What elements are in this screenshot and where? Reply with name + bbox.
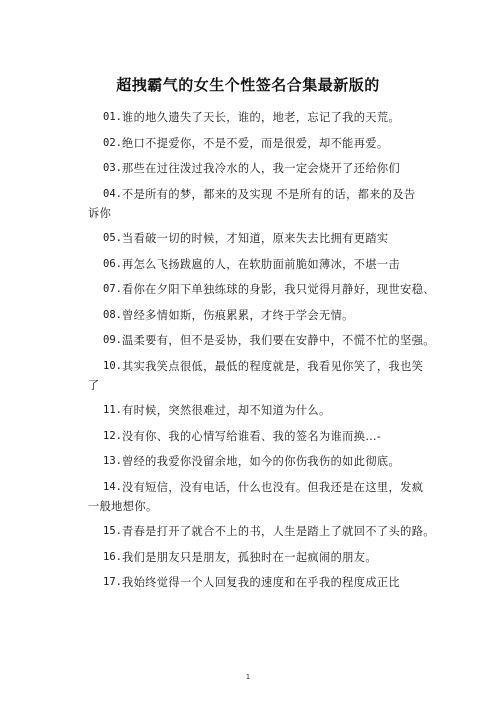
item-text: 曾经的我爱你没留余地，如今的你伤我伤的如此彻底。 bbox=[122, 455, 401, 468]
list-item bbox=[0, 452, 496, 471]
list-item bbox=[0, 331, 496, 350]
item-text: 看你在夕阳下单独练球的身影，我只觉得月静好，现世安稳、 bbox=[122, 283, 435, 296]
item-number: 01. bbox=[103, 111, 122, 123]
item-text: 当看破一切的时候，才知道，原来失去比拥有更踏实 bbox=[122, 232, 389, 245]
list-item bbox=[0, 522, 496, 541]
item-number: 05. bbox=[103, 232, 122, 244]
item-text: 青春是打开了就合不上的书，人生是踏上了就回不了头的路。 bbox=[122, 525, 435, 538]
item-number: 11. bbox=[103, 404, 122, 416]
item-number: 16. bbox=[103, 550, 122, 563]
item-number: 10. bbox=[103, 359, 122, 372]
item-text: 没有短信，没有电话，什么也没有。但我还是在这里，发疯 bbox=[122, 480, 424, 494]
item-number: 04. bbox=[103, 187, 122, 200]
list-item bbox=[0, 357, 496, 395]
item-text: 不是所有的梦，都来的及实现 不是所有的话，都来的及告 bbox=[122, 187, 416, 201]
item-number: 02. bbox=[103, 136, 122, 149]
list-item bbox=[0, 134, 496, 153]
item-text: 再怎么飞扬跋扈的人，在软肋面前脆如薄冰，不堪一击 bbox=[122, 257, 401, 271]
item-number: 17. bbox=[103, 576, 122, 588]
list-item bbox=[0, 306, 496, 325]
item-text: 我们是朋友只是朋友，孤独时在一起疯闹的朋友。 bbox=[122, 550, 377, 564]
item-number: 06. bbox=[103, 257, 122, 270]
item-text: 曾经多情如斯，伤痕累累，才终于学会无情。 bbox=[122, 308, 354, 322]
item-number: 07. bbox=[103, 283, 122, 295]
list-item bbox=[0, 280, 496, 299]
item-number: 09. bbox=[103, 334, 122, 346]
list-item bbox=[0, 573, 496, 592]
item-text: 有时候，突然很难过，却不知道为什么。 bbox=[122, 404, 331, 417]
item-number: 12. bbox=[103, 429, 122, 442]
list-item bbox=[0, 548, 496, 567]
item-text: 温柔要有，但不是妥协，我们要在安静中，不慌不忙的坚强。 bbox=[122, 334, 435, 347]
item-number: 03. bbox=[103, 162, 122, 174]
list-item bbox=[0, 478, 496, 516]
list-item bbox=[0, 401, 496, 420]
list-item bbox=[0, 185, 496, 223]
item-number: 13. bbox=[103, 455, 122, 467]
item-number: 08. bbox=[103, 308, 122, 321]
item-text-continued: 诉你 bbox=[88, 206, 112, 220]
signature-list bbox=[0, 108, 496, 592]
item-number: 15. bbox=[103, 525, 122, 537]
list-item bbox=[0, 159, 496, 178]
list-item bbox=[0, 108, 496, 127]
item-text: 其实我笑点很低，最低的程度就是，我看见你笑了，我也笑 bbox=[122, 359, 424, 373]
list-item bbox=[0, 255, 496, 274]
item-text-continued: 一般地想你。 bbox=[88, 499, 158, 513]
page-number: 1 bbox=[245, 673, 251, 681]
list-item bbox=[0, 427, 496, 446]
item-text: 谁的地久遗失了天长，谁的，地老，忘记了我的天荒。 bbox=[122, 111, 401, 124]
item-text: 那些在过往泼过我冷水的人，我一定会烧开了还给你们 bbox=[122, 162, 401, 175]
list-item bbox=[0, 229, 496, 248]
document-title: 超拽霸气的女生个性签名合集最新版的 bbox=[116, 76, 380, 94]
item-number: 14. bbox=[103, 480, 122, 493]
item-text: 绝口不提爱你，不是不爱，而是很爱，却不能再爱。 bbox=[122, 136, 389, 150]
item-text: 没有你、我的心情写给谁看、我的签名为谁而换…- bbox=[122, 429, 382, 443]
item-text-continued: 了 bbox=[88, 378, 100, 392]
item-text: 我始终觉得一个人回复我的速度和在乎我的程度成正比 bbox=[122, 576, 401, 589]
